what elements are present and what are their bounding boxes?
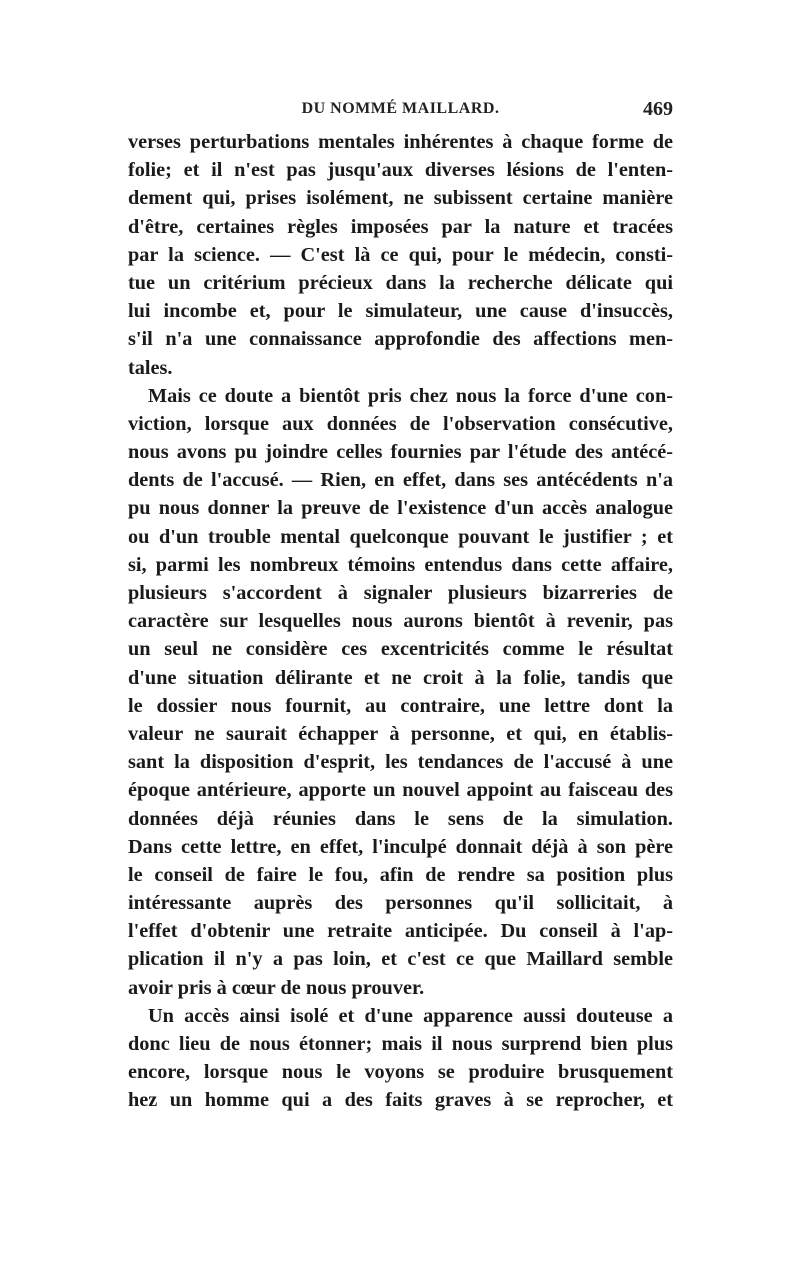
text-line: nous avons pu joindre celles fournies par l'étude des antécé- (128, 441, 673, 464)
text-line: le conseil de faire le fou, afin de rendre sa position plus (128, 863, 673, 886)
page-number: 469 (643, 98, 673, 120)
text-line: Mais ce doute a bientôt pris chez nous la force d'une con- (148, 384, 673, 407)
page-header (128, 98, 673, 128)
text-line: ou d'un trouble mental quelconque pouvant le justifier ; et (128, 525, 673, 548)
text-line: valeur ne saurait échapper à personne, et qui, en établis- (128, 722, 673, 745)
text-line: données déjà réunies dans le sens de la simulation. (128, 807, 673, 830)
text-line: hez un homme qui a des faits graves à se reprocher, et (128, 1089, 673, 1112)
text-line: tales. (128, 356, 173, 379)
text-line: plication il n'y a pas loin, et c'est ce que Maillard semble (128, 948, 673, 971)
text-line: un seul ne considère ces excentricités comme le résultat (128, 638, 673, 661)
text-line: Dans cette lettre, en effet, l'inculpé donnait déjà à son père (128, 835, 673, 858)
text-line: d'être, certaines règles imposées par la nature et tracées (128, 215, 673, 238)
text-line: encore, lorsque nous le voyons se produire brusquement (128, 1061, 673, 1084)
text-line: le dossier nous fournit, au contraire, une lettre dont la (128, 694, 673, 717)
text-line: époque antérieure, apporte un nouvel appoint au faisceau des (128, 779, 673, 802)
text-line: lui incombe et, pour le simulateur, une cause d'insuccès, (128, 300, 673, 323)
text-line: viction, lorsque aux données de l'observation consécutive, (128, 412, 673, 435)
body-text (128, 128, 673, 1115)
text-line: tue un critérium précieux dans la recherche délicate qui (128, 271, 673, 294)
text-line: sant la disposition d'esprit, les tendances de l'accusé à une (128, 751, 673, 774)
text-line: l'effet d'obtenir une retraite anticipée. Du conseil à l'ap- (128, 920, 673, 943)
text-line: caractère sur lesquelles nous aurons bientôt à revenir, pas (128, 610, 673, 633)
text-line: dents de l'accusé. — Rien, en effet, dans ses antécédents n'a (128, 469, 673, 492)
text-line: avoir pris à cœur de nous prouver. (128, 976, 425, 999)
text-line: par la science. — C'est là ce qui, pour le médecin, consti- (128, 243, 673, 266)
text-line: intéressante auprès des personnes qu'il sollicitait, à (128, 892, 673, 915)
text-line: s'il n'a une connaissance approfondie des affections men- (128, 328, 673, 351)
running-title: DU NOMMÉ MAILLARD. (301, 100, 500, 117)
text-line: plusieurs s'accordent à signaler plusieurs bizarreries de (128, 582, 673, 604)
text-line: si, parmi les nombreux témoins entendus dans cette affaire, (128, 553, 673, 576)
text-line: dement qui, prises isolément, ne subissent certaine manière (128, 187, 673, 210)
text-line: d'une situation délirante et ne croit à la folie, tandis que (128, 666, 673, 689)
text-line: donc lieu de nous étonner; mais il nous surprend bien plus (128, 1033, 673, 1055)
text-line: pu nous donner la preuve de l'existence d'un accès analogue (128, 497, 673, 520)
text-line: folie; et il n'est pas jusqu'aux diverses lésions de l'enten- (128, 159, 673, 182)
text-line: verses perturbations mentales inhérentes à chaque forme de (128, 131, 673, 153)
text-line: Un accès ainsi isolé et d'une apparence aussi douteuse a (148, 1004, 673, 1027)
